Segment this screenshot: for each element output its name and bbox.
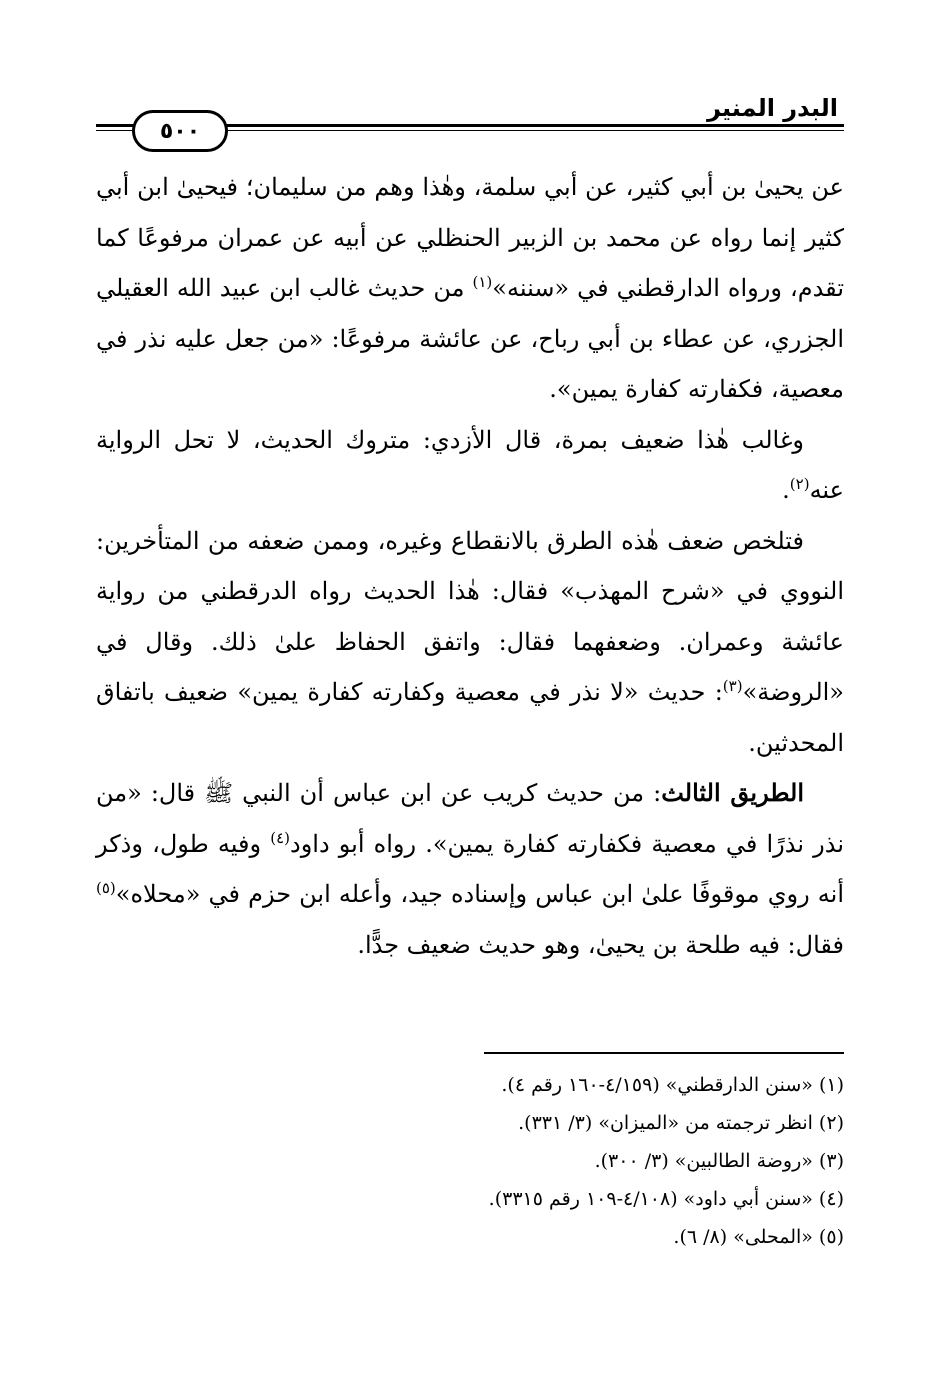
footnotes: [96, 1066, 844, 1256]
paragraph-4-text: : من حديث كريب عن ابن عباس أن النبي ﷺ قال: «من نذر نذرًا في معصية فكفارته كفارة يمين». رواه أبو داود: [96, 779, 845, 858]
footnote-ref-3: (٣): [722, 677, 743, 695]
paragraph-1-continuation: من حديث غالب ابن عبيد الله العقيلي الجزري، عن عطاء بن أبي رباح، عن عائشة مرفوعًا: «من جعل عليه نذر في معصية، فكفارته كفارة يمين».: [96, 274, 844, 403]
footnote-3: (٣) «روضة الطالبين» (٣/ ٣٠٠).: [594, 1150, 844, 1172]
paragraph-4: [96, 768, 844, 970]
footnote-ref-4: (٤): [270, 828, 290, 847]
footnote-1: (١) «سنن الدارقطني» (٤/١٥٩-١٦٠ رقم ٤).: [501, 1074, 844, 1096]
paragraph-4-continuation: وفيه طول، وذكر أنه روي موقوفًا علىٰ ابن عباس وإسناده جيد، وأعله ابن حزم في «محلاه»: [96, 829, 844, 908]
paragraph-2-end: .: [782, 476, 790, 504]
paragraph-4-end: فقال: فيه طلحة بن يحيىٰ، وهو حديث ضعيف جدًّا.: [357, 930, 844, 959]
main-text: [96, 162, 844, 970]
page-header: [96, 88, 844, 150]
footnote-ref-2: (٢): [789, 475, 810, 493]
paragraph-3-text: فتلخص ضعف هٰذه الطرق بالانقطاع وغيره، وممن ضعفه من المتأخرين: النووي في «شرح المهذب» فقال: هٰذا الحديث رواه الدرقطني من رواية عائشة وعمران. وضعفهما فقال: واتفق الحفاظ علىٰ ذلك. وقال في «الروضة»: [96, 526, 844, 706]
running-title: البدر المنير: [707, 94, 838, 122]
footnote-ref-5: (٥): [96, 879, 116, 897]
paragraph-1: [96, 162, 844, 415]
footnote-2: (٢) انظر ترجمته من «الميزان» (٣/ ٣٣١).: [518, 1112, 844, 1134]
paragraph-3: [96, 516, 844, 769]
page-number: ٥٠٠: [132, 110, 228, 152]
footnote-separator: [484, 1052, 844, 1054]
paragraph-2: [96, 415, 844, 516]
footnote-5: (٥) «المحلى» (٨/ ٦).: [673, 1226, 844, 1248]
footnote-ref-1: (١): [472, 273, 493, 291]
paragraph-3-continuation: : حديث «لا نذر في معصية وكفارته كفارة يمين» ضعيف باتفاق المحدثين.: [96, 678, 844, 757]
paragraph-1-text: عن يحيىٰ بن أبي كثير، عن أبي سلمة، وهٰذا وهم من سليمان؛ فيحيىٰ ابن أبي كثير إنما رواه عن محمد بن الزبير الحنظلي عن أبيه عن عمران مرفوعًا كما تقدم، ورواه الدارقطني في «سننه»: [96, 173, 844, 302]
footnote-4: (٤) «سنن أبي داود» (٤/١٠٨-١٠٩ رقم ٣٣١٥).: [488, 1188, 844, 1210]
section-label: الطريق الثالث: [661, 778, 804, 807]
paragraph-2-text: وغالب هٰذا ضعيف بمرة، قال الأزدي: متروك الحديث، لا تحل الرواية عنه: [96, 425, 844, 504]
